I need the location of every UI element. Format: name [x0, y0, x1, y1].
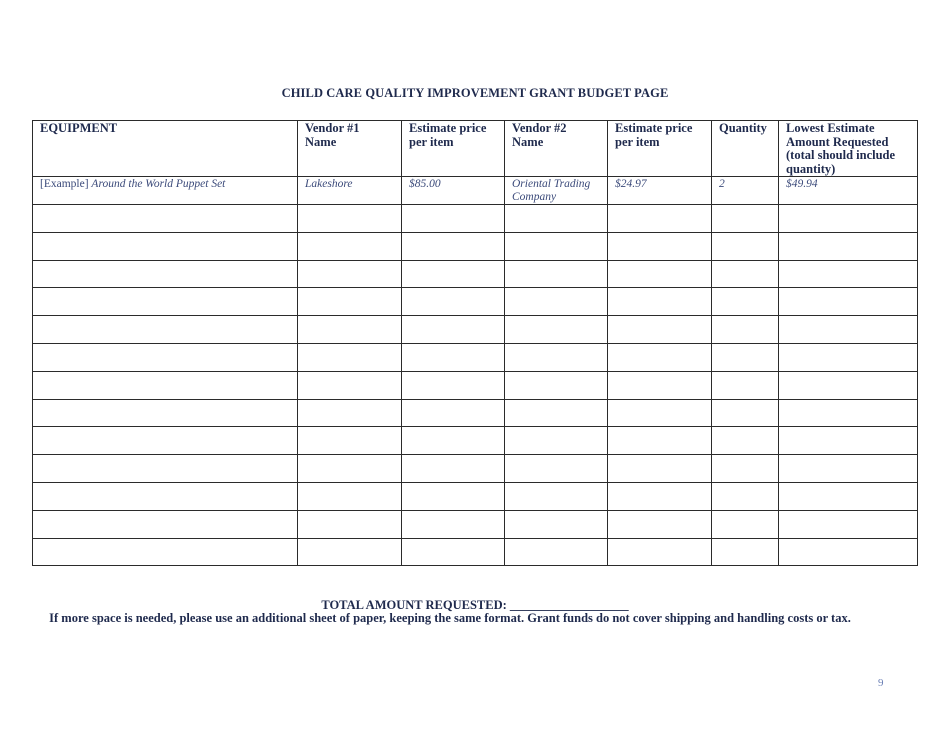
example-equipment-cell: [Example] Around the World Puppet Set [33, 177, 298, 205]
price2-cell[interactable] [608, 538, 712, 566]
vendor1-cell[interactable] [298, 371, 402, 399]
quantity-cell[interactable] [712, 482, 779, 510]
vendor1-cell[interactable] [298, 288, 402, 316]
table-row [33, 427, 918, 455]
total-amount-requested: TOTAL AMOUNT REQUESTED: ___________________ [321, 598, 629, 612]
table-row [33, 371, 918, 399]
lowest-cell[interactable] [779, 205, 918, 233]
example-row [33, 177, 918, 205]
price2-cell[interactable] [608, 288, 712, 316]
price1-cell[interactable] [402, 399, 505, 427]
price1-cell[interactable] [402, 427, 505, 455]
vendor1-cell[interactable] [298, 455, 402, 483]
table-row [33, 538, 918, 566]
equipment-cell[interactable] [33, 288, 298, 316]
quantity-cell[interactable] [712, 316, 779, 344]
header-vendor2-price: Estimate price per item [608, 121, 712, 177]
price2-cell[interactable] [608, 455, 712, 483]
vendor2-cell[interactable] [505, 455, 608, 483]
header-vendor2-name: Vendor #2 Name [505, 121, 608, 177]
vendor2-cell[interactable] [505, 399, 608, 427]
vendor2-cell[interactable] [505, 232, 608, 260]
lowest-cell[interactable] [779, 399, 918, 427]
header-lowest-estimate: Lowest Estimate Amount Requested (total should include quantity) [779, 121, 918, 177]
page-number: 9 [878, 677, 884, 689]
vendor2-cell[interactable] [505, 482, 608, 510]
vendor1-cell[interactable] [298, 232, 402, 260]
quantity-cell[interactable] [712, 371, 779, 399]
vendor1-cell[interactable] [298, 482, 402, 510]
price2-cell[interactable] [608, 205, 712, 233]
lowest-cell[interactable] [779, 427, 918, 455]
example-lowest-cell: $49.94 [779, 177, 918, 205]
vendor1-cell[interactable] [298, 260, 402, 288]
price2-cell[interactable] [608, 399, 712, 427]
price2-cell[interactable] [608, 232, 712, 260]
budget-table [32, 120, 918, 566]
vendor2-cell[interactable] [505, 260, 608, 288]
equipment-cell[interactable] [33, 510, 298, 538]
vendor2-cell[interactable] [505, 371, 608, 399]
table-header-row [33, 121, 918, 177]
header-quantity: Quantity [712, 121, 779, 177]
lowest-cell[interactable] [779, 538, 918, 566]
price2-cell[interactable] [608, 260, 712, 288]
table-row [33, 232, 918, 260]
table-row [33, 399, 918, 427]
lowest-cell[interactable] [779, 288, 918, 316]
equipment-cell[interactable] [33, 232, 298, 260]
table-row [33, 455, 918, 483]
header-vendor1-name: Vendor #1 Name [298, 121, 402, 177]
vendor2-cell[interactable] [505, 343, 608, 371]
price1-cell[interactable] [402, 371, 505, 399]
price1-cell[interactable] [402, 538, 505, 566]
lowest-cell[interactable] [779, 510, 918, 538]
equipment-cell[interactable] [33, 316, 298, 344]
vendor1-cell[interactable] [298, 399, 402, 427]
price2-cell[interactable] [608, 510, 712, 538]
quantity-cell[interactable] [712, 205, 779, 233]
price1-cell[interactable] [402, 288, 505, 316]
vendor1-cell[interactable] [298, 538, 402, 566]
example-price2-cell: $24.97 [608, 177, 712, 205]
vendor2-cell[interactable] [505, 288, 608, 316]
price1-cell[interactable] [402, 205, 505, 233]
lowest-cell[interactable] [779, 232, 918, 260]
vendor1-cell[interactable] [298, 205, 402, 233]
table-row [33, 510, 918, 538]
equipment-cell[interactable] [33, 205, 298, 233]
vendor2-cell[interactable] [505, 427, 608, 455]
quantity-cell[interactable] [712, 343, 779, 371]
lowest-cell[interactable] [779, 316, 918, 344]
price1-cell[interactable] [402, 455, 505, 483]
lowest-cell[interactable] [779, 260, 918, 288]
price2-cell[interactable] [608, 482, 712, 510]
vendor2-cell[interactable] [505, 316, 608, 344]
vendor1-cell[interactable] [298, 510, 402, 538]
price1-cell[interactable] [402, 482, 505, 510]
example-quantity-cell: 2 [712, 177, 779, 205]
price2-cell[interactable] [608, 316, 712, 344]
vendor2-cell[interactable] [505, 205, 608, 233]
price1-cell[interactable] [402, 510, 505, 538]
quantity-cell[interactable] [712, 510, 779, 538]
equipment-cell[interactable] [33, 260, 298, 288]
lowest-cell[interactable] [779, 482, 918, 510]
lowest-cell[interactable] [779, 371, 918, 399]
equipment-cell[interactable] [33, 427, 298, 455]
quantity-cell[interactable] [712, 455, 779, 483]
table-row [33, 260, 918, 288]
price2-cell[interactable] [608, 427, 712, 455]
price2-cell[interactable] [608, 343, 712, 371]
example-vendor1-cell: Lakeshore [298, 177, 402, 205]
example-vendor2-cell: Oriental Trading Company [505, 177, 608, 205]
table-row [33, 482, 918, 510]
lowest-cell[interactable] [779, 343, 918, 371]
page-title: CHILD CARE QUALITY IMPROVEMENT GRANT BUDGET PAGE [281, 86, 669, 100]
price1-cell[interactable] [402, 316, 505, 344]
price2-cell[interactable] [608, 371, 712, 399]
additional-space-note: If more space is needed, please use an additional sheet of paper, keeping the same format. Grant funds do not cover shipping and handling costs or tax. [49, 611, 851, 625]
vendor1-cell[interactable] [298, 343, 402, 371]
lowest-cell[interactable] [779, 455, 918, 483]
table-row [33, 316, 918, 344]
vendor2-cell[interactable] [505, 510, 608, 538]
equipment-cell[interactable] [33, 538, 298, 566]
equipment-cell[interactable] [33, 343, 298, 371]
header-equipment: EQUIPMENT [33, 121, 298, 177]
price1-cell[interactable] [402, 232, 505, 260]
vendor1-cell[interactable] [298, 427, 402, 455]
quantity-cell[interactable] [712, 260, 779, 288]
equipment-cell[interactable] [33, 371, 298, 399]
example-price1-cell: $85.00 [402, 177, 505, 205]
quantity-cell[interactable] [712, 399, 779, 427]
quantity-cell[interactable] [712, 538, 779, 566]
table-row [33, 288, 918, 316]
equipment-cell[interactable] [33, 455, 298, 483]
table-row [33, 205, 918, 233]
price1-cell[interactable] [402, 260, 505, 288]
table-row [33, 343, 918, 371]
vendor1-cell[interactable] [298, 316, 402, 344]
price1-cell[interactable] [402, 343, 505, 371]
equipment-cell[interactable] [33, 482, 298, 510]
header-vendor1-price: Estimate price per item [402, 121, 505, 177]
vendor2-cell[interactable] [505, 538, 608, 566]
equipment-cell[interactable] [33, 399, 298, 427]
quantity-cell[interactable] [712, 288, 779, 316]
quantity-cell[interactable] [712, 427, 779, 455]
quantity-cell[interactable] [712, 232, 779, 260]
